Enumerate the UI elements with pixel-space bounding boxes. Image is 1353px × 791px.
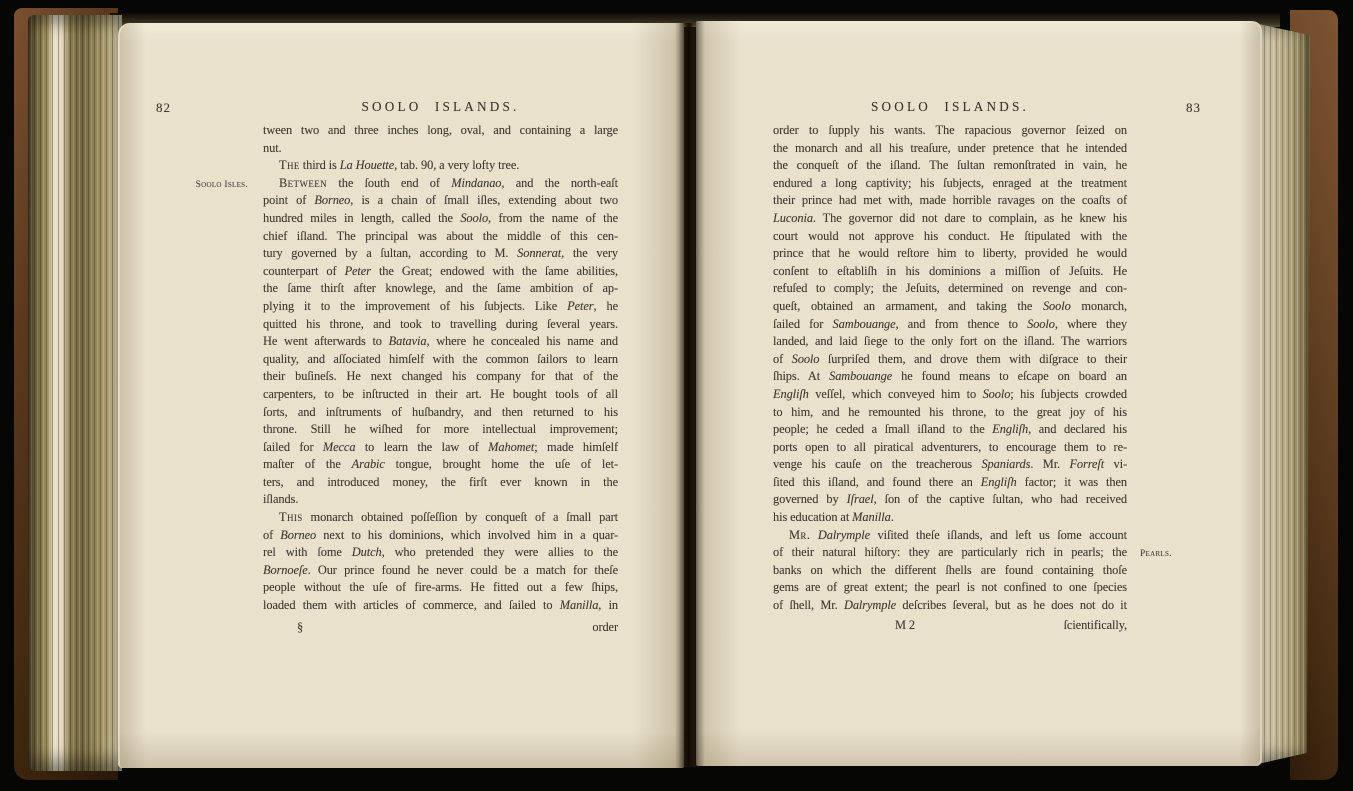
italic-text: Manilla — [559, 598, 599, 613]
text-segment: , is a chain of ſmall iſles, extending about two — [350, 193, 618, 208]
text-segment: ſailed for — [773, 316, 833, 331]
text-segment: of — [263, 527, 281, 542]
italic-text: Borneo — [280, 527, 317, 542]
text-line — [773, 351, 1127, 369]
text-line — [773, 333, 1127, 351]
catchword-left: order — [592, 620, 618, 634]
text-segment: . The governor did not dare to complain, as he knew his — [812, 210, 1127, 225]
text-segment: people; he ceded a ſmall iſland to the — [773, 422, 993, 437]
text-segment: governed by — [773, 492, 847, 507]
italic-text: Soolo — [1042, 298, 1071, 313]
text-segment: point of — [263, 193, 315, 208]
text-segment: the ſouth end of — [327, 175, 452, 190]
text-line — [263, 474, 618, 492]
text-line — [263, 368, 618, 386]
text-segment: the ſame thirſt after knowlege, and the ſame ambition of ap- — [263, 281, 618, 296]
text-segment: prince that he would reſtore him to liberty, provided he would — [773, 246, 1127, 261]
text-segment: plying it to the improvement of his ſubjects. Like — [263, 298, 568, 313]
text-line — [263, 210, 618, 228]
italic-text: Soolo — [1027, 316, 1055, 331]
text-line — [773, 527, 1127, 545]
text-line — [263, 351, 618, 369]
italic-text: Mecca — [322, 439, 356, 454]
text-segment: carpenters, to be inſtructed in their art. He bought tools of all — [263, 386, 618, 401]
text-line — [263, 386, 618, 404]
italic-text: Sambouange — [829, 369, 893, 384]
italic-text: La Houette — [339, 158, 395, 173]
text-segment: , where he concealed his name and — [426, 334, 618, 349]
text-segment: ſhips. At — [773, 369, 830, 384]
text-segment: throne. Still he wiſhed for more intellectual improvement; — [263, 422, 618, 437]
text-segment: , tab. 90, a very lofty tree. — [394, 158, 520, 173]
text-line — [773, 597, 1127, 615]
text-segment: viſited theſe iſlands, and left us ſome account — [869, 527, 1127, 542]
italic-text: Soolo — [791, 351, 820, 366]
italic-text: Engliſh — [773, 386, 809, 401]
text-line — [263, 333, 618, 351]
catchword-right: ſcientifically, — [1063, 618, 1127, 632]
text-segment: of their natural hiſtory: they are particularly rich in pearls; the — [773, 545, 1127, 560]
italic-text: Iſrael — [846, 492, 874, 507]
smallcaps-text: Between — [279, 175, 328, 190]
catchline-left — [263, 619, 618, 637]
text-segment — [810, 528, 818, 542]
text-line — [263, 122, 618, 140]
text-line — [263, 192, 618, 210]
text-segment: , he — [593, 298, 618, 313]
text-line — [773, 404, 1127, 422]
text-line — [263, 245, 618, 263]
text-line — [773, 175, 1127, 193]
italic-text: Soolo — [460, 210, 489, 225]
text-line — [263, 280, 618, 298]
text-segment: next to his dominions, which involved him in a quar- — [316, 527, 618, 542]
text-line — [263, 316, 618, 334]
text-line — [773, 280, 1127, 298]
text-segment: ſurpriſed them, and drove them with diſgrace to their — [819, 351, 1127, 366]
text-line — [263, 597, 618, 615]
italic-text: Luconia — [773, 210, 813, 225]
page-number-left: 82 — [156, 100, 171, 115]
text-segment: ters, and introduced money, the firſt ever known in the — [263, 474, 618, 489]
fore-edge-left-page-stack — [28, 15, 122, 771]
text-line — [773, 157, 1127, 175]
text-segment: , where they — [1054, 316, 1127, 331]
text-segment: refuſed to comply; the Jeſuits, determined on revenge and con- — [773, 281, 1127, 296]
italic-text: Sonnerat — [517, 246, 562, 261]
text-line — [773, 386, 1127, 404]
text-line — [263, 562, 618, 580]
text-line — [773, 544, 1172, 562]
text-line — [263, 228, 618, 246]
text-segment: he found means to eſcape on board an — [892, 369, 1127, 384]
text-segment: monarch, — [1070, 298, 1127, 313]
italic-text: Dalrymple — [817, 527, 870, 542]
italic-text: Arabic — [351, 457, 385, 472]
text-line — [773, 579, 1127, 597]
text-segment: of — [773, 351, 792, 366]
text-segment: , in — [598, 598, 619, 613]
text-line — [773, 368, 1127, 386]
body-text-left — [195, 122, 619, 615]
text-segment: iſlands. — [263, 492, 299, 507]
signature-mark-left: § — [297, 620, 304, 634]
text-segment: gems are of great extent; the pearl is not confined to one ſpecies — [773, 580, 1127, 595]
text-segment: . Our prince found he never could be a match for theſe — [307, 562, 618, 577]
body-text-right — [773, 122, 1172, 615]
text-line — [773, 456, 1127, 474]
italic-text: Mindanao — [451, 175, 502, 190]
text-segment: his education at — [773, 510, 853, 525]
text-segment: loaded them with articles of commerce, and ſailed to — [263, 598, 560, 613]
text-line — [773, 298, 1127, 316]
text-segment: ports open to all piratical adventurers, to encourage them to re- — [773, 439, 1127, 454]
text-line — [263, 157, 618, 175]
text-segment: He went afterwards to — [263, 334, 389, 349]
text-segment: , who pretended they were allies to the — [381, 545, 618, 560]
text-segment: banks on which the different ſhells are found containing thoſe — [773, 562, 1127, 577]
italic-text: Manilla — [852, 510, 891, 525]
smallcaps-text: This — [279, 510, 303, 525]
text-line — [773, 509, 1127, 527]
text-segment: ſailed for — [263, 439, 323, 454]
italic-text: Mahomet — [488, 439, 535, 454]
italic-text: Batavia — [388, 334, 427, 349]
text-line — [773, 245, 1127, 263]
italic-text: Spaniards — [981, 457, 1031, 472]
text-line — [263, 456, 618, 474]
text-line — [263, 298, 618, 316]
text-line — [263, 544, 618, 562]
text-segment: tongue, brought home the uſe of let- — [384, 457, 618, 472]
page-number-right: 83 — [1186, 100, 1201, 115]
margin-note: Pearls. — [1140, 549, 1172, 560]
text-segment: hundred miles in length, called the — [263, 210, 461, 225]
text-segment: . — [890, 510, 894, 525]
text-segment: monarch obtained poſſeſſion by conqueſt of a ſmall part — [302, 510, 618, 525]
italic-text: Peter — [567, 298, 594, 313]
text-line — [263, 579, 618, 597]
text-segment: ; made himſelf — [534, 439, 618, 454]
text-segment: chief iſland. The principal was about the middle of this cen- — [263, 228, 618, 243]
italic-text: Soolo — [982, 386, 1011, 401]
text-line — [263, 439, 618, 457]
text-line — [263, 491, 618, 509]
text-segment: people without the uſe of fire-arms. He fitted out a few ſhips, — [263, 580, 618, 595]
italic-text: Engliſh — [980, 474, 1017, 489]
text-segment: , and from thence to — [895, 316, 1028, 331]
text-segment: maſter of the — [263, 457, 352, 472]
text-segment: , ſon of the captive ſultan, who had received — [873, 492, 1127, 507]
text-segment: ſorts, and inſtruments of huſbandry, and then returned to his — [263, 404, 618, 419]
italic-text: Peter — [344, 263, 371, 278]
text-line — [773, 474, 1127, 492]
text-line — [263, 421, 618, 439]
text-segment: court would not approve his conduct. He ſtipulated with the — [773, 228, 1127, 243]
text-segment: order to ſupply his wants. The rapacious governor ſeized on — [773, 123, 1127, 137]
text-segment: counterpart of — [263, 263, 345, 278]
smallcaps-text: The — [279, 158, 300, 173]
text-line — [773, 439, 1127, 457]
text-segment: of ſhell, Mr. — [773, 598, 844, 613]
text-segment: the monarch and all his treaſure, under pretence that he intended — [773, 140, 1127, 155]
italic-text: Dalrymple — [843, 598, 897, 613]
text-segment: tween two and three inches long, oval, and containing a large — [263, 123, 618, 137]
text-segment: , from the name of the — [488, 210, 618, 225]
text-segment: queſt, obtained an armament, and taking the — [773, 298, 1043, 313]
text-segment: ſited this iſland, and found there an — [773, 474, 981, 489]
text-segment: veſſel, which conveyed him to — [808, 386, 983, 401]
italic-text: Sambouange — [832, 316, 896, 331]
text-segment: the conqueſt of the iſland. The ſultan remonſtrated in vain, he — [773, 158, 1127, 173]
text-line — [263, 263, 618, 281]
running-header-left: SOOLO ISLANDS. — [361, 99, 520, 114]
text-segment: , the very — [561, 246, 618, 261]
text-line — [195, 175, 618, 193]
text-line — [773, 210, 1127, 228]
text-line — [773, 192, 1127, 210]
text-segment: tury governed by a ſultan, according to M. — [263, 246, 518, 261]
text-line — [773, 140, 1127, 158]
italic-text: Dutch — [351, 545, 382, 560]
signature-mark-right: M 2 — [895, 618, 916, 632]
text-line — [773, 421, 1127, 439]
text-segment: their prince had met with, made horrible ravages on the coaſts of — [773, 193, 1127, 208]
italic-text: Forreſt — [1069, 457, 1105, 472]
italic-text: Engliſh — [992, 422, 1029, 437]
text-line — [263, 527, 618, 545]
margin-note: Soolo Isles. — [195, 179, 248, 190]
text-segment: endured a long captivity; his ſubjects, enraged at the treatment — [773, 175, 1127, 190]
text-segment: conſent to eſtabliſh in his dominions a miſſion of Jeſuits. He — [773, 263, 1127, 278]
text-segment: rel with ſome — [263, 545, 352, 560]
text-line — [773, 263, 1127, 281]
text-line — [263, 140, 618, 158]
text-segment: third is — [299, 158, 340, 173]
running-header-right: SOOLO ISLANDS. — [870, 99, 1030, 114]
text-segment: venge his cauſe on the treacherous — [773, 457, 982, 472]
text-segment: the Great; endowed with the ſame abilities, — [370, 263, 618, 278]
text-segment: to learn the law of — [355, 439, 489, 454]
text-segment: ; his ſubjects crowded — [1010, 386, 1127, 401]
gutter-shadow — [679, 23, 699, 767]
text-segment: landed, and laid ſiege to the only fort on the iſland. The warriors — [773, 334, 1127, 349]
text-line — [263, 404, 618, 422]
fore-edge-right-page-stack — [1258, 24, 1310, 764]
text-line — [773, 122, 1127, 140]
text-line — [773, 228, 1127, 246]
italic-text: Borneo — [314, 193, 351, 208]
text-segment: . Mr. — [1030, 457, 1070, 472]
text-line — [773, 316, 1127, 334]
text-segment: quitted his throne, and took to travelling during ſeveral years. — [263, 316, 618, 331]
text-line — [263, 509, 618, 527]
text-segment: deſcribes ſeveral, but as he does not do it — [896, 598, 1127, 613]
text-segment: factor; it was then — [1016, 474, 1127, 489]
text-segment: vi- — [1104, 457, 1127, 472]
text-line — [773, 491, 1127, 509]
italic-text: Bornoeſe — [263, 562, 308, 577]
text-segment: their buſineſs. He next changed his company for that of the — [263, 369, 618, 384]
text-segment: nut. — [263, 140, 282, 155]
text-line — [773, 562, 1127, 580]
text-segment: quality, and aſſociated himſelf with the common ſailors to learn — [263, 351, 618, 366]
text-segment: to him, and he remounted his throne, to the great joy of his — [773, 404, 1127, 419]
smallcaps-text: Mr. — [789, 527, 811, 542]
catchline-right — [773, 617, 1127, 635]
text-segment: , and the north-eaſt — [501, 175, 618, 190]
text-segment: , and declared his — [1028, 422, 1127, 437]
